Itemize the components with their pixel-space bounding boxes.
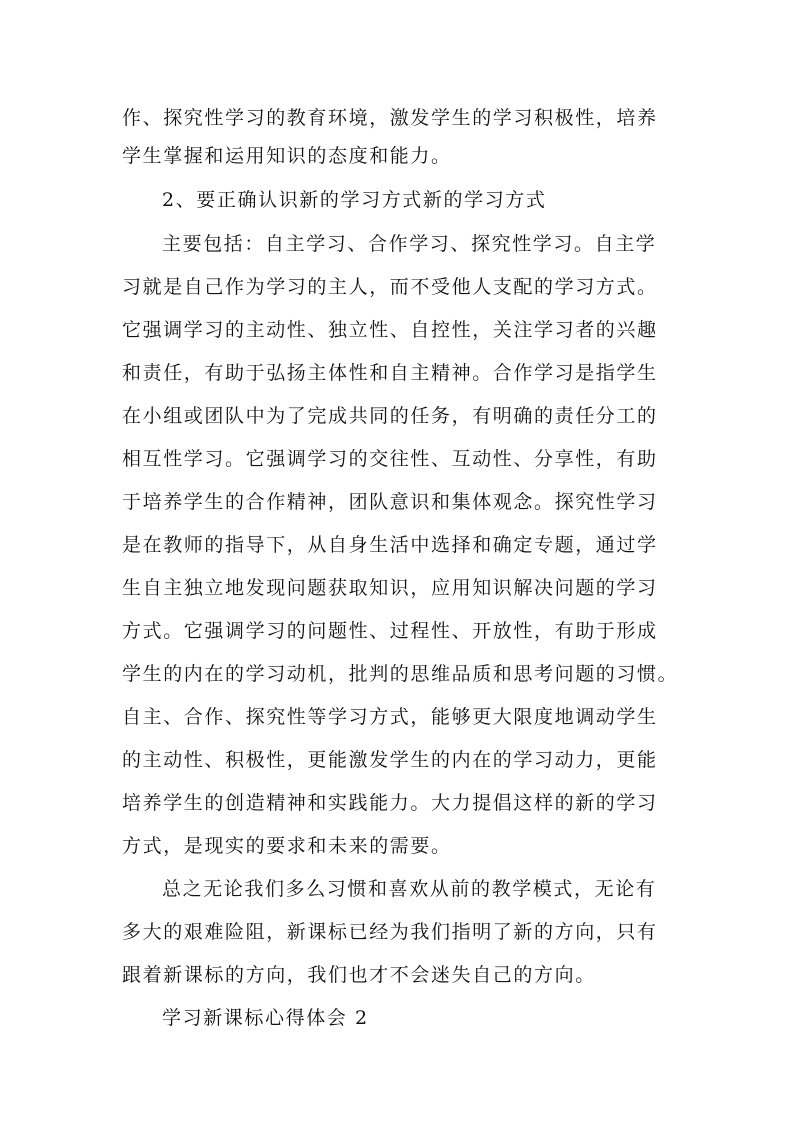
paragraph-line: 学生掌握和运用知识的态度和能力。 bbox=[122, 145, 452, 167]
paragraph-line: 方式，是现实的要求和未来的需要。 bbox=[122, 835, 452, 857]
paragraph-line: 方式。它强调学习的问题性、过程性、开放性，有助于形成 bbox=[122, 620, 658, 642]
paragraph-line: 学生的内在的学习动机，批判的思维品质和思考问题的习惯。 bbox=[122, 663, 679, 685]
paragraph-line: 它强调学习的主动性、独立性、自控性，关注学习者的兴趣 bbox=[122, 319, 658, 341]
section-heading: 学习新课标心得体会 2 bbox=[162, 1007, 369, 1029]
paragraph-line: 总之无论我们多么习惯和喜欢从前的教学模式，无论有 bbox=[162, 878, 657, 900]
paragraph-line: 习就是自己作为学习的主人，而不受他人支配的学习方式。 bbox=[122, 276, 658, 298]
paragraph-line: 自主、合作、探究性等学习方式，能够更大限度地调动学生 bbox=[122, 706, 658, 728]
paragraph-line: 多大的艰难险阻，新课标已经为我们指明了新的方向，只有 bbox=[122, 921, 658, 943]
paragraph-line: 的主动性、积极性，更能激发学生的内在的学习动力，更能 bbox=[122, 749, 658, 771]
paragraph-line: 是在教师的指导下，从自身生活中选择和确定专题，通过学 bbox=[122, 534, 658, 556]
paragraph-line: 主要包括：自主学习、合作学习、探究性学习。自主学 bbox=[162, 233, 657, 255]
paragraph-line: 培养学生的创造精神和实践能力。大力提倡这样的新的学习 bbox=[122, 792, 658, 814]
paragraph-line: 生自主独立地发现问题获取知识，应用知识解决问题的学习 bbox=[122, 577, 658, 599]
section-heading: 2、要正确认识新的学习方式新的学习方式 bbox=[162, 189, 547, 211]
paragraph-line: 和责任，有助于弘扬主体性和自主精神。合作学习是指学生 bbox=[122, 362, 658, 384]
paragraph-line: 跟着新课标的方向，我们也才不会迷失自己的方向。 bbox=[122, 964, 596, 986]
paragraph-line: 作、探究性学习的教育环境，激发学生的学习积极性，培养 bbox=[122, 107, 658, 129]
paragraph-line: 于培养学生的合作精神，团队意识和集体观念。探究性学习 bbox=[122, 491, 658, 513]
paragraph-line: 在小组或团队中为了完成共同的任务，有明确的责任分工的 bbox=[122, 405, 658, 427]
paragraph-line: 相互性学习。它强调学习的交往性、互动性、分享性，有助 bbox=[122, 448, 658, 470]
